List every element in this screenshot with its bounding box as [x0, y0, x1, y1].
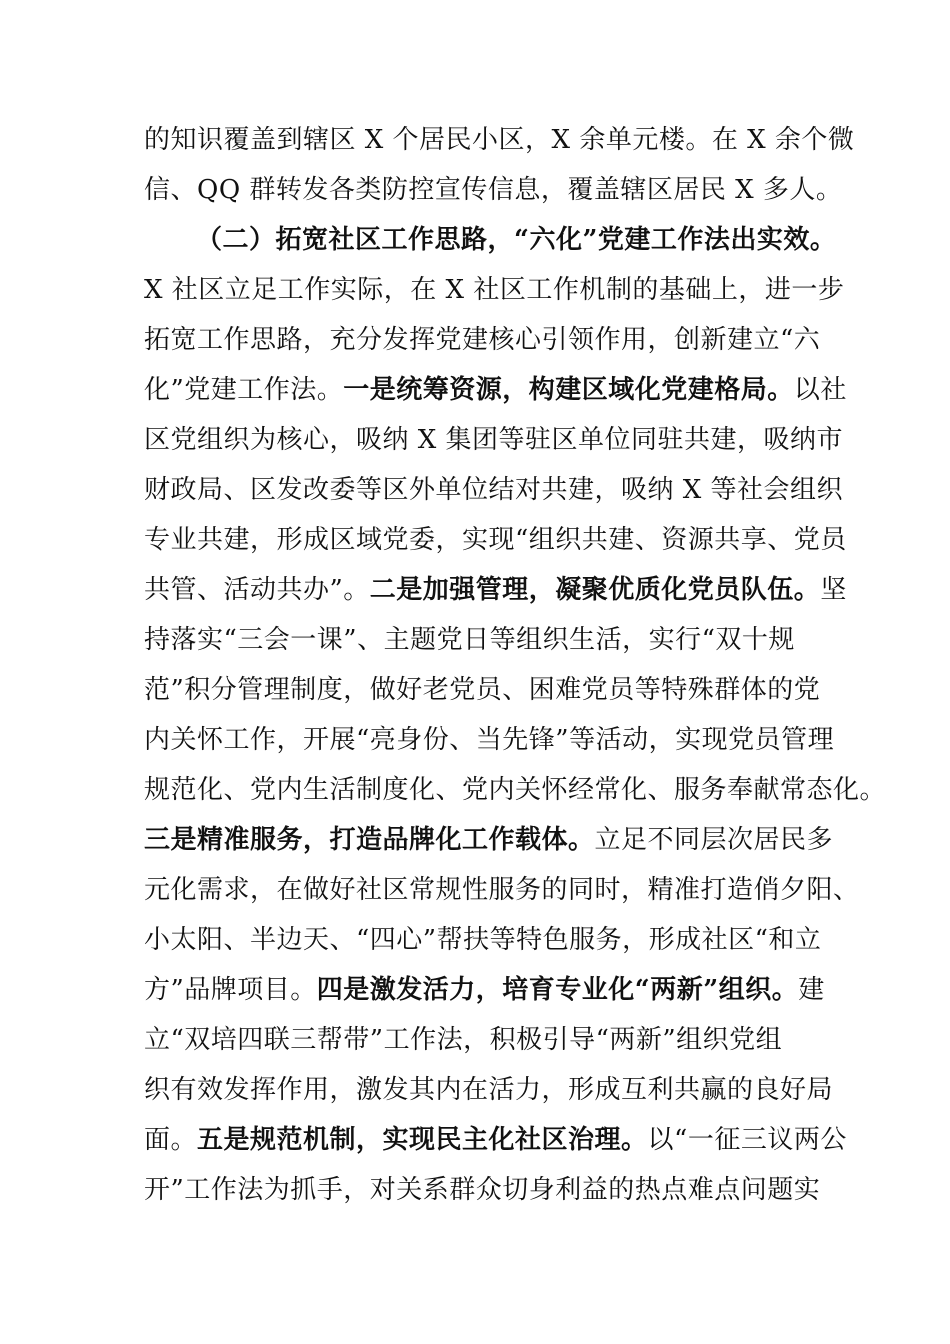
text-run: 元化需求，在做好社区常规性服务的同时，精准打造俏夕阳、 [144, 875, 860, 905]
paragraph-line [144, 620, 824, 660]
bold-text-run: 一是统筹资源，构建区域化党建格局。 [343, 375, 794, 405]
bold-text-run: 三是精准服务，打造品牌化工作载体。 [144, 825, 595, 855]
text-run: 立足不同层次居民多 [594, 825, 834, 855]
paragraph-line [144, 670, 824, 710]
text-run: 信、QQ 群转发各类防控宣传信息，覆盖辖区居民 X 多人。 [144, 175, 843, 205]
text-run: 共管、活动共办”。 [144, 575, 370, 605]
text-run: 织有效发挥作用，激发其内在活力，形成互利共赢的良好局 [144, 1075, 834, 1105]
paragraph-line [144, 720, 835, 760]
paragraph-line [144, 1070, 834, 1110]
paragraph-line [144, 1170, 824, 1210]
paragraph-line [144, 770, 887, 810]
paragraph-line [144, 970, 824, 1010]
bold-text-run: （二）拓宽社区工作思路，“六化”党建工作法出实效。 [196, 225, 837, 255]
bold-text-run: 五是规范机制，实现民主化社区治理。 [197, 1125, 648, 1155]
text-run: 以“一征三议两公 [647, 1125, 847, 1155]
text-run: X 社区立足工作实际，在 X 社区工作机制的基础上，进一步 [144, 275, 845, 305]
text-run: 范”积分管理制度，做好老党员、困难党员等特殊群体的党 [144, 675, 821, 705]
paragraph-line [144, 470, 844, 510]
text-run: 规范化、党内生活制度化、党内关怀经常化、服务奉献常态化。 [144, 775, 887, 805]
text-run: 财政局、区发改委等区外单位结对共建，吸纳 X 等社会组织 [144, 475, 844, 505]
paragraph-line [144, 120, 855, 160]
paragraph-line [144, 370, 847, 410]
text-run: 内关怀工作，开展“亮身份、当先锋”等活动，实现党员管理 [144, 725, 835, 755]
paragraph-line [144, 570, 847, 610]
text-run: 持落实“三会一课”、主题党日等组织生活，实行“双十规 [144, 625, 795, 655]
text-run: 开”工作法为抓手，对关系群众切身利益的热点难点问题实 [144, 1175, 821, 1205]
paragraph-line [144, 820, 834, 860]
section-heading [196, 220, 876, 260]
text-run: 小太阳、半边天、“四心”帮扶等特色服务，形成社区“和立 [144, 925, 822, 955]
paragraph-line [144, 420, 844, 460]
text-run: 面。 [144, 1125, 198, 1155]
text-run: 以社 [793, 375, 847, 405]
text-run: 区党组织为核心，吸纳 X 集团等驻区单位同驻共建，吸纳市 [144, 425, 844, 455]
bold-text-run: 二是加强管理，凝聚优质化党员队伍。 [369, 575, 821, 605]
paragraph-line [144, 520, 847, 560]
paragraph-line [144, 920, 824, 960]
text-run: 的知识覆盖到辖区 X 个居民小区，X 余单元楼。在 X 余个微 [144, 125, 855, 155]
text-run: 坚 [820, 575, 847, 605]
paragraph-line [144, 1020, 824, 1060]
paragraph-line [144, 870, 860, 910]
bold-text-run: 四是激发活力，培育专业化“两新”组织。 [316, 975, 799, 1005]
paragraph-line [144, 320, 824, 360]
text-run: 化”党建工作法。 [144, 375, 344, 405]
text-run: 专业共建，形成区域党委，实现“组织共建、资源共享、党员 [144, 525, 847, 555]
text-run: 拓宽工作思路，充分发挥党建核心引领作用，创新建立“六 [144, 325, 821, 355]
paragraph-line [144, 270, 845, 310]
paragraph-line [144, 170, 843, 210]
paragraph-line [144, 1120, 847, 1160]
text-run: 建 [798, 975, 825, 1005]
text-run: 立“双培四联三帮带”工作法，积极引导“两新”组织党组 [144, 1025, 783, 1055]
text-run: 方”品牌项目。 [144, 975, 317, 1005]
